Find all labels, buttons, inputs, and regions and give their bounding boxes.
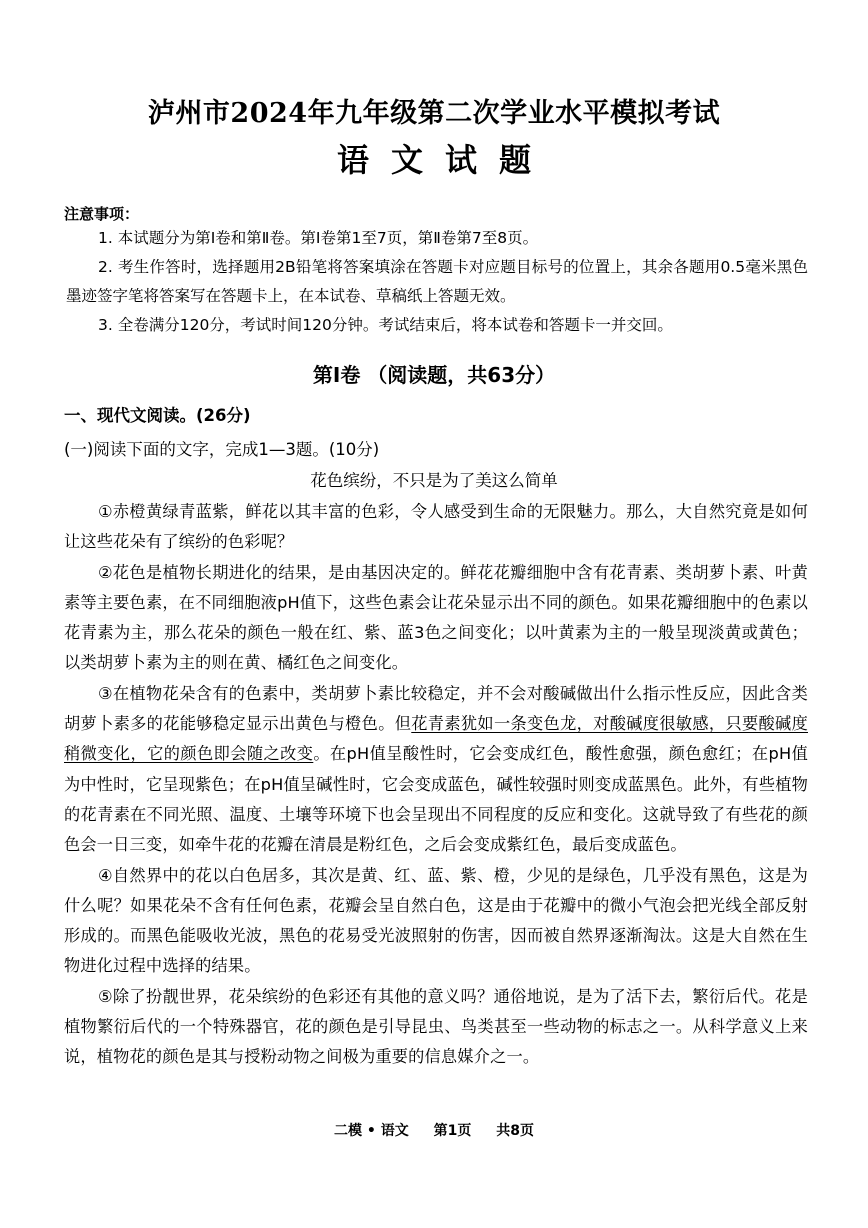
volume-title: 第Ⅰ卷 （阅读题，共63分）: [312, 363, 556, 387]
notes-heading: 注意事项：: [64, 205, 140, 223]
paragraph-3-after: 。在pH值呈酸性时，它会变成红色，酸性愈强，颜色愈红；在pH值为中性时，它呈现紫色；在pH值呈碱性时，它会变成蓝色，碱性较强时则变成蓝黑色。此外，有些植物的花青素在不同光照、温度、土壤等环境下也会呈现出不同程度的反应和变化。这就导致了有些花的颜色会一日三变，如牵牛花的花瓣在清晨是粉红色，之后会变成紫红色，最后变成蓝色。: [64, 744, 808, 855]
exam-title: 泸州市2024年九年级第二次学业水平模拟考试: [147, 98, 721, 129]
paragraph-3-before: ③在植物花朵含有的色素中，类胡萝卜素比较稳定，并不会对酸碱做出什么指示性反应，因此含类胡萝卜素多的花能够稳定显示出黄色与橙色。但: [64, 683, 808, 734]
footer-total-pages: 共8页: [496, 1123, 534, 1139]
page-footer: [0, 1120, 868, 1142]
note-item-3: 3. 全卷满分120分，考试时间120分钟。考试结束后，将本试卷和答题卡一并交回。: [98, 316, 673, 334]
note-item-1: 1. 本试题分为第Ⅰ卷和第Ⅱ卷。第Ⅰ卷第1至7页，第Ⅱ卷第7至8页。: [98, 229, 539, 247]
paragraph-3-underlined-sentence: 花青素犹如一条变色龙，对酸碱度很敏感，只要酸碱度稍微变化，它的颜色即会随之改变: [64, 714, 808, 764]
section-heading: 一、现代文阅读。(26分): [64, 406, 251, 425]
footer-page-number: 第1页: [433, 1123, 472, 1139]
section-subheading: (一)阅读下面的文字，完成1—3题。(10分): [64, 440, 380, 459]
paragraph-1: ①赤橙黄绿青蓝紫，鲜花以其丰富的色彩，令人感受到生命的无限魅力。那么，大自然究竟是如何让这些花朵有了缤纷的色彩呢？: [64, 502, 808, 552]
paragraph-4: ④自然界中的花以白色居多，其次是黄、红、蓝、紫、橙，少见的是绿色，几乎没有黑色，这是为什么呢？如果花朵不含有任何色素，花瓣会呈自然白色，这是由于花瓣中的微小气泡会把光线全部反射形成的。而黑色能吸收光波，黑色的花易受光波照射的伤害，因而被自然界逐渐淘汰。这是大自然在生物进化过程中选择的结果。: [64, 865, 808, 976]
subject-title: 语文试题: [336, 141, 553, 179]
article-body: [64, 497, 808, 1073]
paragraph-2: ②花色是植物长期进化的结果，是由基因决定的。鲜花花瓣细胞中含有花青素、类胡萝卜素、叶黄素等主要色素，在不同细胞液pH值下，这些色素会让花朵显示出不同的颜色。如果花瓣细胞中的色素以花青素为主，那么花朵的颜色一般在红、紫、蓝3色之间变化；以叶黄素为主的一般呈现淡黄或黄色；以类胡萝卜素为主的则在黄、橘红色之间变化。: [64, 562, 808, 673]
paragraph-3: [64, 679, 808, 861]
paragraph-5: ⑤除了扮靓世界，花朵缤纷的色彩还有其他的意义吗？通俗地说，是为了活下去，繁衍后代。花是植物繁衍后代的一个特殊器官，花的颜色是引导昆虫、鸟类甚至一些动物的标志之一。从科学意义上来说，植物花的颜色是其与授粉动物之间极为重要的信息媒介之一。: [64, 986, 808, 1067]
note-item-2: 2. 考生作答时，选择题用2B铅笔将答案填涂在答题卡对应题目标号的位置上，其余各题用0.5毫米黑色墨迹签字笔将答案写在答题卡上，在本试卷、草稿纸上答题无效。: [66, 258, 808, 305]
notes-list: [66, 224, 808, 340]
article-title: 花色缤纷，不只是为了美这么简单: [310, 471, 558, 490]
footer-exam-label: 二模 • 语文: [334, 1123, 409, 1139]
